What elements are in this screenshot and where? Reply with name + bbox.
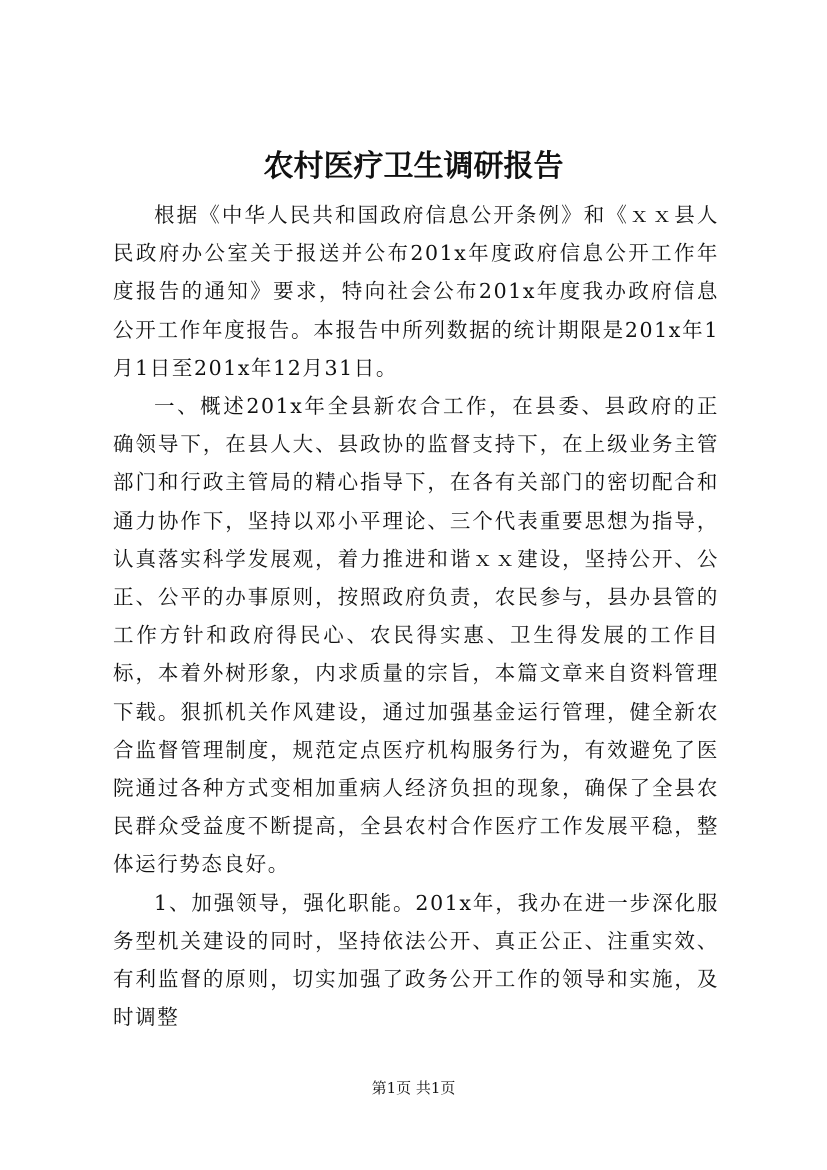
document-title: 农村医疗卫生调研报告 [263, 149, 564, 184]
document-body [113, 196, 719, 1036]
page-number-footer: 第1页 共1页 [371, 1079, 456, 1097]
paragraph-overview: 一、概述201x年全县新农合工作，在县委、县政府的正确领导下，在县人大、县政协的监督支持下，在上级业务主管部门和行政主管局的精心指导下，在各有关部门的密切配合和通力协作下，坚持以邓小平理论、三个代表重要思想为指导，认真落实科学发展观，着力推进和谐ｘｘ建设，坚持公开、公正、公平的办事原则，按照政府负责，农民参与，县办县管的工作方针和政府得民心、农民得实惠、卫生得发展的工作目标，本着外树形象，内求质量的宗旨，本篇文章来自资料管理下载。狠抓机关作风建设，通过加强基金运行管理，健全新农合监督管理制度，规范定点医疗机构服务行为，有效避免了医院通过各种方式变相加重病人经济负担的现象，确保了全县农民群众受益度不断提高，全县农村合作医疗工作发展平稳，整体运行势态良好。 [113, 394, 719, 877]
paragraph-leadership: 1、加强领导，强化职能。201x年，我办在进一步深化服务型机关建设的同时，坚持依法公开、真正公正、注重实效、有利监督的原则，切实加强了政务公开工作的领导和实施，及时调整 [113, 890, 719, 1030]
paragraph-intro: 根据《中华人民共和国政府信息公开条例》和《ｘｘ县人民政府办公室关于报送并公布201x年度政府信息公开工作年度报告的通知》要求，特向社会公布201x年度我办政府信息公开工作年度报告。本报告中所列数据的统计期限是201x年1月1日至201x年12月31日。 [113, 203, 719, 380]
